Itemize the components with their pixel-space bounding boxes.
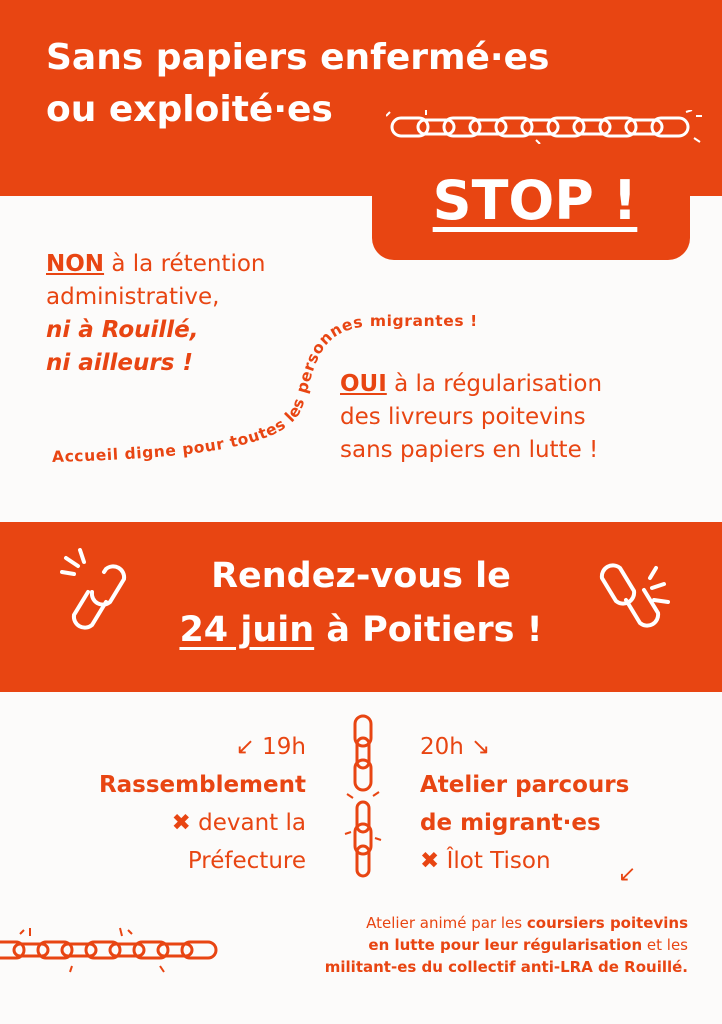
event-right-name-2: de migrant·es xyxy=(420,810,601,836)
rdv-line-2: à Poitiers ! xyxy=(314,610,543,650)
oui-text-3: sans papiers en lutte ! xyxy=(340,437,599,463)
oui-keyword: OUI xyxy=(340,371,387,397)
event-right-time: 20h ↘ xyxy=(420,734,491,760)
note-bold-2: en lutte pour leur régularisation xyxy=(368,936,643,954)
event-left-place-1: ✖ devant la xyxy=(171,810,306,836)
event-left-time: ↙ 19h xyxy=(235,734,306,760)
footer-note xyxy=(258,912,688,978)
broken-link-icon xyxy=(590,548,670,648)
title-line-2: ou exploité·es xyxy=(46,89,333,130)
curved-slogan-text: Accueil digne pour toutes les personnes migrantes ! xyxy=(51,312,478,467)
rdv-heading xyxy=(120,549,602,657)
non-keyword: NON xyxy=(46,251,105,277)
event-atelier xyxy=(420,728,710,880)
chain-icon xyxy=(343,712,383,882)
chain-icon xyxy=(0,926,230,974)
note-bold-3: militant-es du collectif anti-LRA de Rouillé. xyxy=(324,958,688,976)
non-emphasis-1: ni à Rouillé, xyxy=(46,317,199,343)
non-text-2: administrative, xyxy=(46,284,220,310)
non-emphasis-2: ni ailleurs ! xyxy=(46,350,193,376)
oui-text-2: des livreurs poitevins xyxy=(340,404,586,430)
event-left-place-2: Préfecture xyxy=(187,848,306,874)
oui-block xyxy=(340,368,700,467)
chain-icon xyxy=(386,110,706,144)
event-right-name-1: Atelier parcours xyxy=(420,772,630,798)
arrow-icon: ↙ xyxy=(618,862,637,887)
note-text-1: Atelier animé par les xyxy=(366,914,527,932)
note-text-2: et les xyxy=(642,936,688,954)
oui-text-1: à la régularisation xyxy=(386,371,603,397)
title-line-1: Sans papiers enfermé·es xyxy=(46,37,550,78)
event-rassemblement xyxy=(40,728,306,880)
note-bold-1: coursiers poitevins xyxy=(526,914,688,932)
stop-heading: STOP ! xyxy=(432,169,638,232)
non-text-1: à la rétention xyxy=(104,251,266,277)
rdv-date: 24 juin xyxy=(179,610,315,650)
event-right-place: ✖ Îlot Tison xyxy=(420,848,551,874)
event-left-name: Rassemblement xyxy=(98,772,306,798)
rdv-line-1: Rendez-vous le xyxy=(211,556,511,596)
